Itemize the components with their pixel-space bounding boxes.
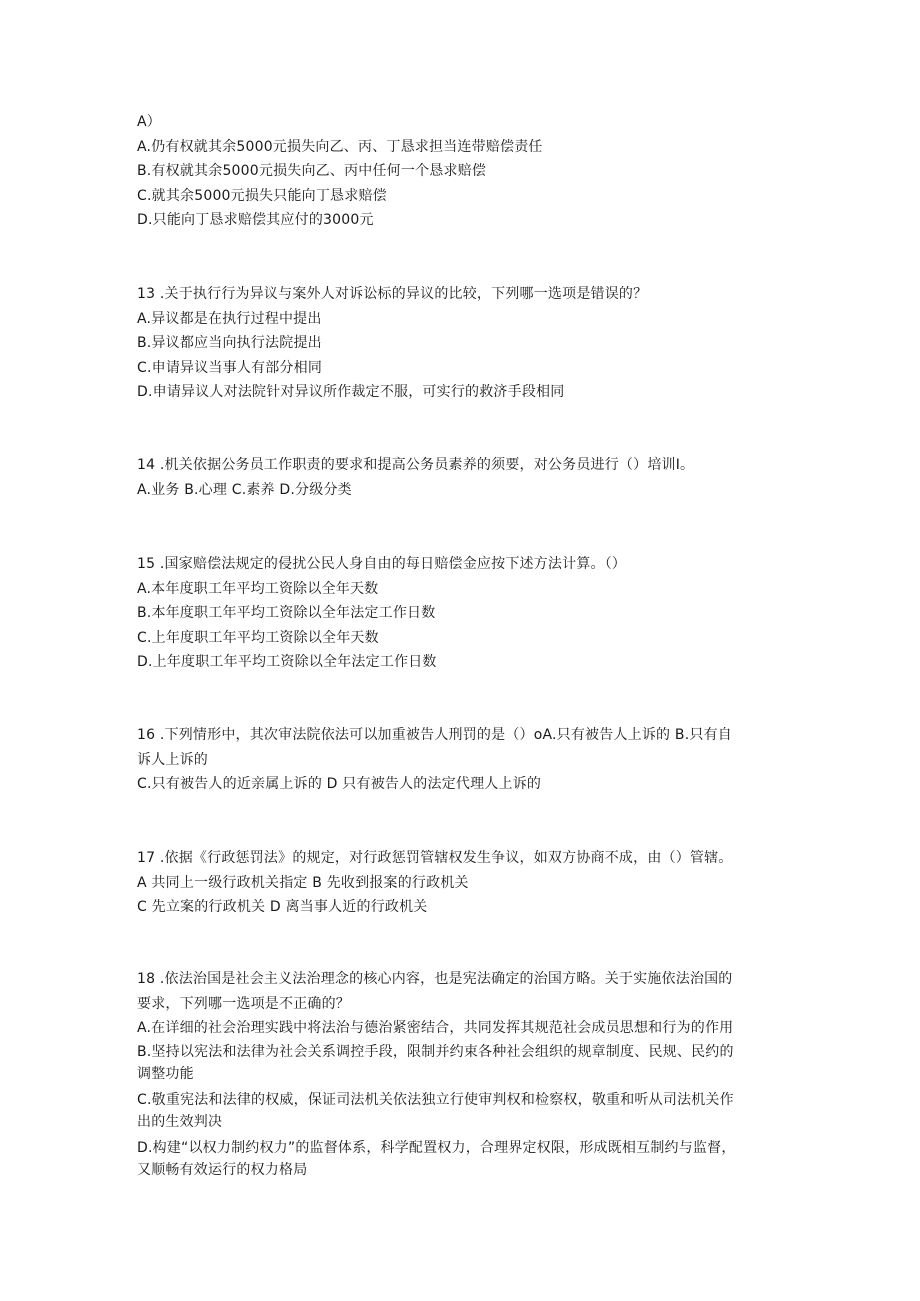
- question-stem-line-1: 16 .下列情形中，其次审法院依法可以加重被告人刑罚的是（）oA.只有被告人上诉的 B.只有自: [137, 727, 732, 743]
- options-line-1: A 共同上一级行政机关指定 B 先收到报案的行政机关: [137, 874, 469, 891]
- question-12-tail: [137, 110, 797, 233]
- option-c-line-1: C.敬重宪法和法律的权威，保证司法机关依法独立行使审判权和检察权，敬重和听从司法机关作: [137, 1091, 734, 1108]
- option-a: A.在详细的社会治理实践中将法治与德治紧密结合，共同发挥其规范社会成员思想和行为的作用: [137, 1020, 734, 1036]
- option-d-line-1: D.构建“以权力制约权力”的监督体系，科学配置权力，合理界定权限，形成既相互制约与监督，: [137, 1139, 736, 1156]
- option-c-line-2: 出的生效判决: [137, 1113, 223, 1130]
- options-inline: A.业务 B.心理 C.素养 D.分级分类: [137, 481, 352, 498]
- option-d: D.只能向丁恳求赔偿其应付的3000元: [137, 212, 374, 228]
- option-a: A.本年度职工年平均工资除以全年天数: [137, 580, 379, 597]
- option-b: B.本年度职工年平均工资除以全年法定工作日数: [137, 605, 436, 621]
- question-stem: 13 .关于执行行为异议与案外人对诉讼标的异议的比较，下列哪一选项是错误的？: [137, 286, 648, 302]
- question-stem-line-2: 诉人上诉的: [137, 751, 208, 768]
- question-14: [137, 453, 797, 502]
- options-inline: C.只有被告人的近亲属上诉的 D 只有被告人的法定代理人上诉的: [137, 776, 542, 792]
- question-stem: 15 .国家赔偿法规定的侵扰公民人身自由的每日赔偿金应按下述方法计算。（）: [137, 556, 627, 572]
- option-b-line-1: B.坚持以宪法和法律为社会关系调控手段，限制并约束各种社会组织的规章制度、民规、民约的: [137, 1043, 734, 1060]
- question-stem-line-1: 18 .依法治国是社会主义法治理念的核心内容，也是宪法确定的治国方略。关于实施依法治国的: [137, 971, 733, 987]
- question-18: [137, 967, 797, 1181]
- question-stem: 14 .机关依据公务员工作职责的要求和提高公务员素养的须要，对公务员进行（）培训I。: [137, 457, 695, 473]
- option-c: C.上年度职工年平均工资除以全年天数: [137, 629, 379, 646]
- option-c: C.就其余5000元损失只能向丁恳求赔偿: [137, 187, 387, 204]
- question-stem: A）: [137, 114, 161, 130]
- option-b: B.异议都应当向执行法院提出: [137, 335, 322, 351]
- question-stem-line-2: 要求，下列哪一选项是不正确的？: [137, 995, 350, 1012]
- question-13: [137, 282, 797, 405]
- option-d: D.申请异议人对法院针对异议所作裁定不服，可实行的救济手段相同: [137, 384, 565, 400]
- option-d: D.上年度职工年平均工资除以全年法定工作日数: [137, 654, 437, 670]
- option-d-line-2: 又顺畅有效运行的权力格局: [137, 1161, 308, 1178]
- question-stem: 17 .依据《行政惩罚法》的规定，对行政惩罚管辖权发生争议，如双方协商不成，由（）管辖。: [137, 850, 733, 866]
- option-a: A.仍有权就其余5000元损失向乙、丙、丁恳求担当连带赔偿责任: [137, 138, 543, 155]
- option-a: A.异议都是在执行过程中提出: [137, 310, 322, 327]
- options-line-2: C 先立案的行政机关 D 离当事人近的行政机关: [137, 899, 428, 915]
- question-15: [137, 552, 797, 675]
- question-16: [137, 723, 797, 797]
- option-b: B.有权就其余5000元损失向乙、丙中任何一个恳求赔偿: [137, 163, 487, 179]
- option-b-line-2: 调整功能: [137, 1065, 194, 1082]
- question-17: [137, 846, 797, 920]
- option-c: C.申请异议当事人有部分相同: [137, 359, 323, 376]
